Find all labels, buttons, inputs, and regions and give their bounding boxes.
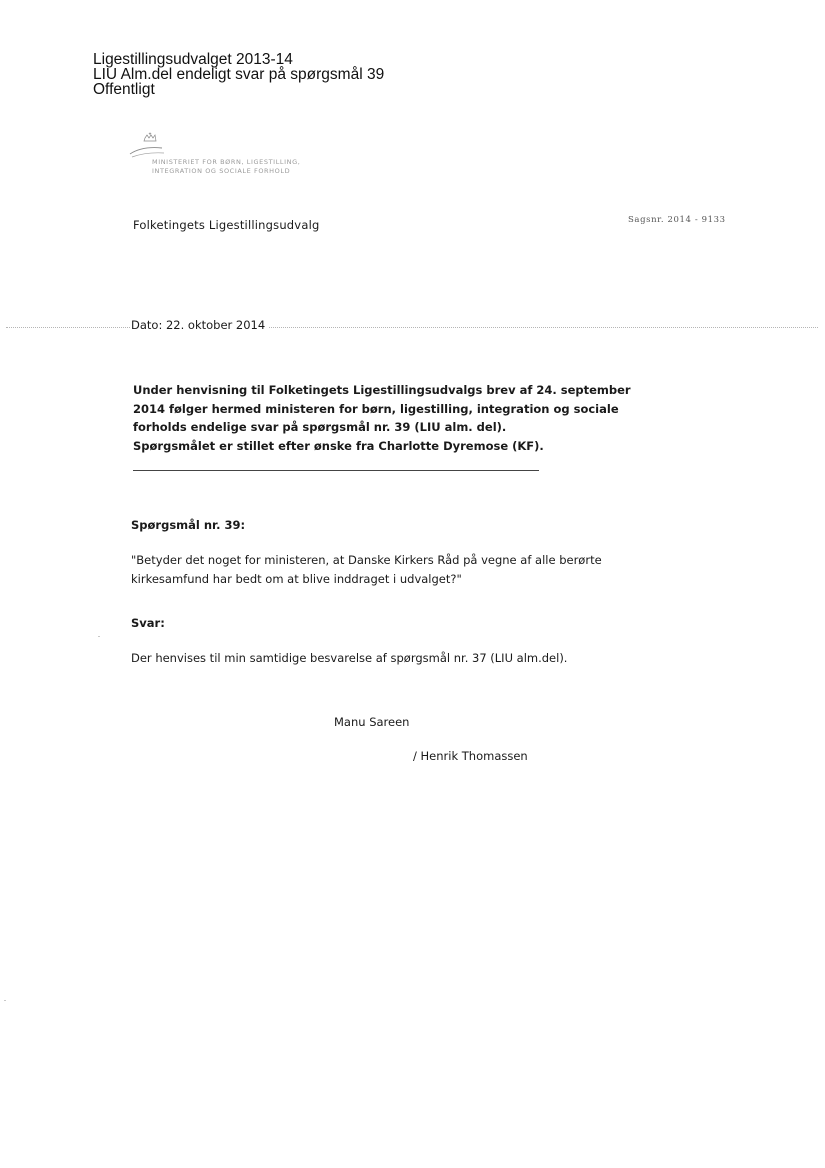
- ministry-name: [152, 158, 300, 176]
- stamp-status: Offentligt: [93, 81, 155, 98]
- recipient: Folketingets Ligestillingsudvalg: [133, 218, 320, 232]
- intro-line: Spørgsmålet er stillet efter ønske fra Charlotte Dyremose (KF).: [133, 438, 544, 453]
- intro-paragraph: [133, 381, 631, 455]
- ministry-name-line2: INTEGRATION OG SOCIALE FORHOLD: [152, 167, 291, 175]
- ministry-name-line1: MINISTERIET FOR BØRN, LIGESTILLING,: [152, 158, 301, 166]
- stamp-committee: Ligestillingsudvalget 2013-14: [93, 51, 293, 68]
- question-line: "Betyder det noget for ministeren, at Danske Kirkers Råd på vegne af alle berørte: [131, 553, 602, 567]
- answer-text: Der henvises til min samtidige besvarelse af spørgsmål nr. 37 (LIU alm.del).: [131, 651, 568, 665]
- case-number: Sagsnr. 2014 - 9133: [628, 215, 726, 225]
- secondary-signature: / Henrik Thomassen: [413, 749, 528, 763]
- letter-date: Dato: 22. oktober 2014: [131, 318, 269, 332]
- intro-line: 2014 følger hermed ministeren for børn, ligestilling, integration og sociale: [133, 401, 619, 416]
- question-text: [131, 551, 631, 588]
- dotted-separator: [6, 327, 818, 328]
- document-stamp: [93, 52, 384, 97]
- minister-signature: Manu Sareen: [334, 715, 410, 729]
- answer-heading: Svar:: [131, 616, 165, 630]
- scan-speck: [4, 1000, 6, 1001]
- scan-speck: [98, 636, 100, 637]
- question-heading: Spørgsmål nr. 39:: [131, 518, 246, 532]
- stamp-reference: LIU Alm.del endeligt svar på spørgsmål 39: [93, 66, 385, 83]
- crown-logo-icon: [128, 132, 168, 160]
- ministry-letterhead: [128, 132, 301, 182]
- question-line: kirkesamfund har bedt om at blive inddraget i udvalget?": [131, 571, 462, 586]
- horizontal-rule: [133, 470, 539, 471]
- intro-line: Under henvisning til Folketingets Ligestillingsudvalgs brev af 24. september: [133, 383, 631, 397]
- intro-line: forholds endelige svar på spørgsmål nr. 39 (LIU alm. del).: [133, 420, 507, 434]
